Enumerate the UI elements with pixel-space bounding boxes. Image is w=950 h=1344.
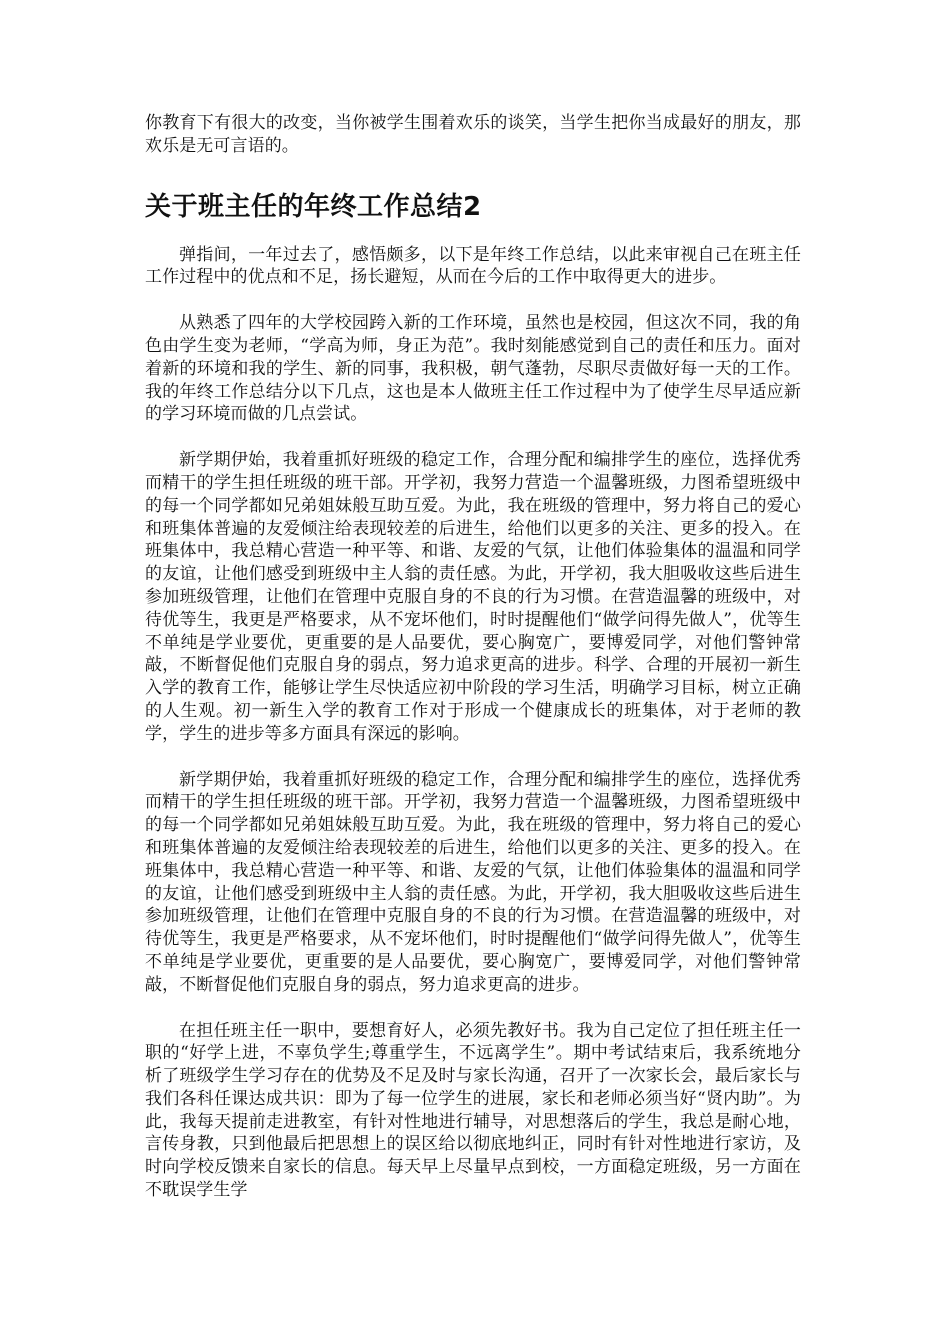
paragraph-class-management-1: 新学期伊始，我着重抓好班级的稳定工作，合理分配和编排学生的座位，选择优秀而精干的学生担任班级的班干部。开学初，我努力营造一个温馨班级，力图希望班级中的每一个同学都如兄弟姐妹般互助互爱。为此，我在班级的管理中，努力将自己的爱心和班集体普遍的友爱倾注给表现较差的后进生，给他们以更多的关注、更多的投入。在班集体中，我总精心营造一种平等、和谐、友爱的气氛，让他们体验集体的温温和同学的友谊，让他们感受到班级中主人翁的责任感。为此，开学初，我大胆吸收这些后进生参加班级管理，让他们在管理中克服自身的不良的行为习惯。在营造温馨的班级中，对待优等生，我更是严格要求，从不宠坏他们，时时提醒他们“做学问得先做人”，优等生不单纯是学业要优，更重要的是人品要优，要心胸宽广，要博爱同学，对他们警钟常敲，不断督促他们克服自身的弱点，努力追求更高的进步。科学、合理的开展初一新生入学的教育工作，能够让学生尽快适应初中阶段的学习生活，明确学习目标，树立正确的人生观。初一新生入学的教育工作对于形成一个健康成长的班集体，对于老师的教学，学生的进步等多方面具有深远的影响。 xyxy=(145,450,801,744)
lead-paragraph: 你教育下有很大的改变，当你被学生围着欢乐的谈笑，当学生把你当成最好的朋友，那欢乐是无可言语的。 xyxy=(145,113,801,156)
paragraph-teaching: 在担任班主任一职中，要想育好人，必须先教好书。我为自己定位了担任班主任一职的“好学上进，不辜负学生;尊重学生，不远离学生”。期中考试结束后，我系统地分析了班级学生学习存在的优势及不足及时与家长沟通，召开了一次家长会，最后家长与我们各科任课达成共识：即为了每一位学生的进展，家长和老师必须当好“贤内助”。为此，我每天提前走进教室，有针对性地进行辅导，对思想落后的学生，我总是耐心地，言传身教，只到他最后把思想上的误区给以彻底地纠正，同时有针对性地进行家访，及时向学校反馈来自家长的信息。每天早上尽量早点到校，一方面稳定班级，另一方面在不耽误学生学 xyxy=(145,1020,801,1201)
document-page xyxy=(145,112,801,1202)
paragraph-intro: 弹指间，一年过去了，感悟颇多，以下是年终工作总结，以此来审视自己在班主任工作过程中的优点和不足，扬长避短，从而在今后的工作中取得更大的进步。 xyxy=(145,244,801,288)
body-paragraphs xyxy=(145,244,801,1202)
section-heading: 关于班主任的年终工作总结2 xyxy=(145,191,482,222)
paragraph-class-management-2: 新学期伊始，我着重抓好班级的稳定工作，合理分配和编排学生的座位，选择优秀而精干的学生担任班级的班干部。开学初，我努力营造一个温馨班级，力图希望班级中的每一个同学都如兄弟姐妹般互助互爱。为此，我在班级的管理中，努力将自己的爱心和班集体普遍的友爱倾注给表现较差的后进生，给他们以更多的关注、更多的投入。在班集体中，我总精心营造一种平等、和谐、友爱的气氛，让他们体验集体的温温和同学的友谊，让他们感受到班级中主人翁的责任感。为此，开学初，我大胆吸收这些后进生参加班级管理，让他们在管理中克服自身的不良的行为习惯。在营造温馨的班级中，对待优等生，我更是严格要求，从不宠坏他们，时时提醒他们“做学问得先做人”，优等生不单纯是学业要优，更重要的是人品要优，要心胸宽广，要博爱同学，对他们警钟常敲，不断督促他们克服自身的弱点，努力追求更高的进步。 xyxy=(145,769,801,995)
paragraph-new-environment: 从熟悉了四年的大学校园跨入新的工作环境，虽然也是校园，但这次不同，我的角色由学生变为老师，“学高为师，身正为范”。我时刻能感觉到自己的责任和压力。面对着新的环境和我的学生、新的同事，我积极，朝气蓬勃，尽职尽责做好每一天的工作。我的年终工作总结分以下几点，这也是本人做班主任工作过程中为了使学生尽早适应新的学习环境而做的几点尝试。 xyxy=(145,313,801,425)
